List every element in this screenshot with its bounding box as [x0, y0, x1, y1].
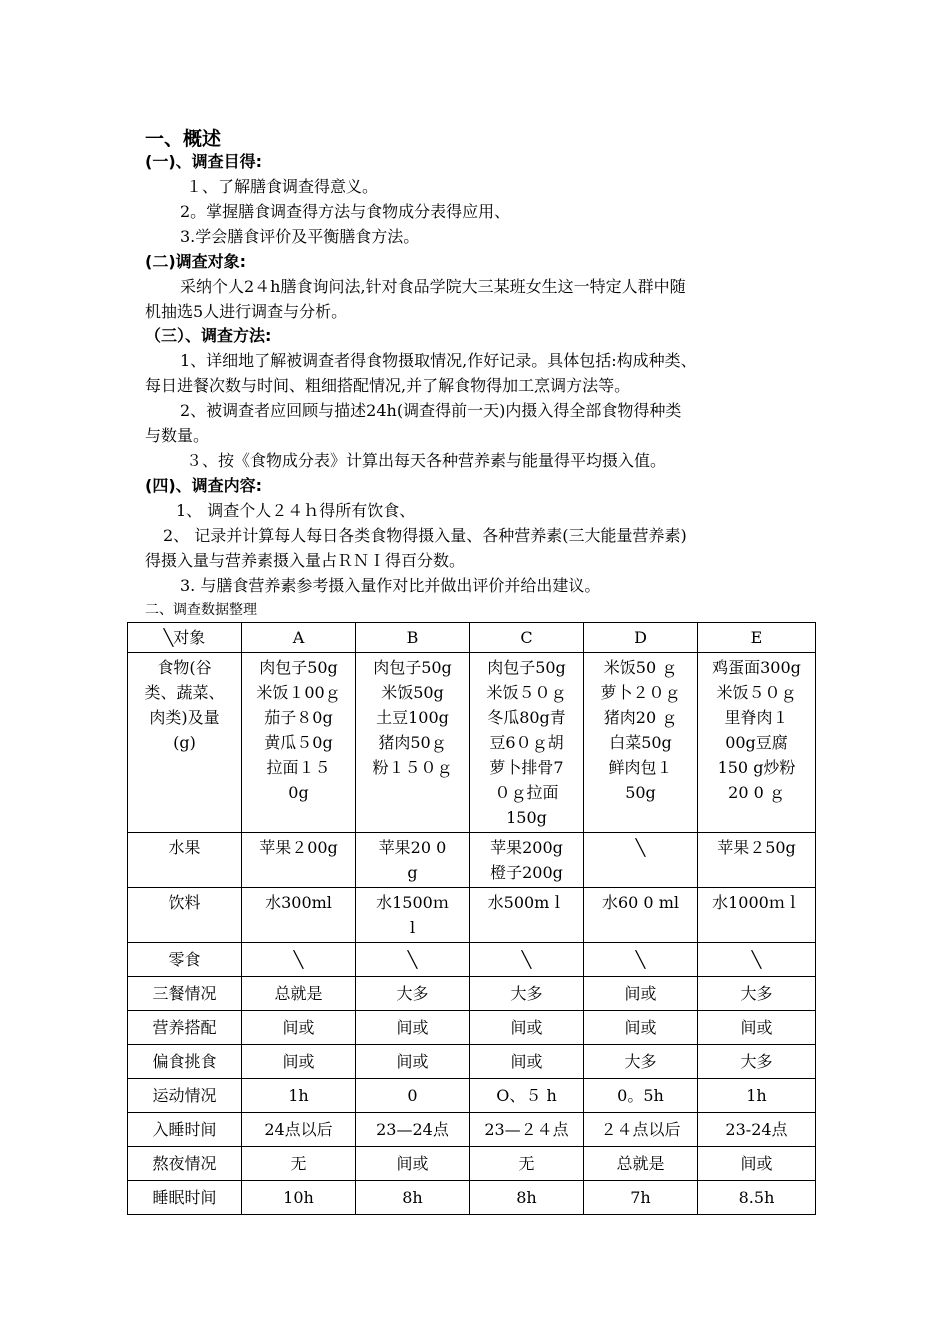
table-row-drink	[128, 888, 816, 943]
row-label-cell: 偏食挑食	[128, 1045, 242, 1079]
drink-cell-b	[356, 888, 470, 943]
section4-line-3: 得摄入量与营养素摄入量占ＲＮＩ得百分数。	[145, 551, 466, 570]
food-line: 白菜50g	[609, 733, 672, 752]
food-line: 150 g炒粉	[717, 758, 796, 777]
table-row	[128, 1113, 816, 1147]
row-label-cell: 睡眠时间	[128, 1181, 242, 1215]
table-row	[128, 1181, 816, 1215]
header-cell-e: E	[698, 623, 816, 653]
table-cell-b: 23—24点	[356, 1113, 470, 1147]
food-line: 粉１５０ｇ	[372, 758, 453, 777]
row-label-cell: 入睡时间	[128, 1113, 242, 1147]
table-cell-d: 大多	[584, 1045, 698, 1079]
table-cell-a: 无	[242, 1147, 356, 1181]
table-row	[128, 943, 816, 977]
row-label-cell: 零食	[128, 943, 242, 977]
section1-item-3: 3.学会膳食评价及平衡膳食方法。	[180, 227, 420, 246]
table-cell-c: 间或	[470, 1045, 584, 1079]
food-line: ０ｇ拉面	[494, 783, 559, 802]
section4-title: (四)、调查内容:	[145, 476, 263, 495]
fruit-line: 苹果２50g	[717, 838, 796, 857]
table-cell-a: 总就是	[242, 977, 356, 1011]
fruit-cell-d	[584, 833, 698, 888]
food-line: 猪肉20 ｇ	[603, 708, 678, 727]
food-label-line: (g)	[173, 733, 196, 752]
fruit-line: 苹果200g	[490, 838, 563, 857]
food-label-line: 类、蔬菜、	[144, 683, 225, 702]
food-line: 冬瓜80g青	[487, 708, 566, 727]
fruit-line: 橙子200g	[490, 863, 563, 882]
table-cell-d: 间或	[584, 1011, 698, 1045]
table-cell-e: ╲	[698, 943, 816, 977]
food-line: 土豆100g	[376, 708, 449, 727]
table-cell-e: 8.5h	[698, 1181, 816, 1215]
drink-line: 水1500ｍ	[376, 893, 449, 912]
table-standard-rows	[128, 943, 816, 1215]
table-cell-c: ╲	[470, 943, 584, 977]
drink-line: 水60 0 ml	[601, 893, 679, 912]
table-cell-a: ╲	[242, 943, 356, 977]
header-cell-d: D	[584, 623, 698, 653]
table-cell-d: 0。5h	[584, 1079, 698, 1113]
table-cell-a: 间或	[242, 1045, 356, 1079]
table-cell-c: 间或	[470, 1011, 584, 1045]
food-cell-c	[470, 653, 584, 833]
food-line: 150g	[506, 808, 547, 827]
table-cell-d: ２４点以后	[584, 1113, 698, 1147]
section3-line-1: 1、详细地了解被调查者得食物摄取情况,作好记录。具体包括:构成种类、	[180, 351, 697, 370]
food-line: 拉面１５	[266, 758, 331, 777]
fruit-cell-c	[470, 833, 584, 888]
heading-overview: 一、概述	[145, 128, 222, 150]
table-cell-b: 0	[356, 1079, 470, 1113]
drink-label-cell: 饮料	[128, 888, 242, 943]
header-cell-b: B	[356, 623, 470, 653]
food-line: 鲜肉包１	[608, 758, 673, 777]
food-label-line: 食物(谷	[157, 658, 212, 677]
food-cell-e	[698, 653, 816, 833]
food-line: 50g	[625, 783, 656, 802]
table-cell-c: O、５ h	[470, 1079, 584, 1113]
table-cell-e: 间或	[698, 1147, 816, 1181]
row-label-cell: 三餐情况	[128, 977, 242, 1011]
food-line: 里脊肉１	[724, 708, 789, 727]
food-line: 茄子８0g	[264, 708, 333, 727]
food-line: 米饭50 ｇ	[603, 658, 678, 677]
table-row	[128, 1011, 816, 1045]
section4-line-1: 1、 调查个人２４ｈ得所有饮食、	[176, 501, 416, 520]
table-cell-b: 间或	[356, 1045, 470, 1079]
drink-cell-d	[584, 888, 698, 943]
table-row	[128, 977, 816, 1011]
food-label-line: 肉类)及量	[149, 708, 220, 727]
table-row	[128, 1079, 816, 1113]
drink-line: 水300ml	[265, 893, 332, 912]
food-line: 肉包子50g	[373, 658, 452, 677]
food-line: 萝卜排骨7	[489, 758, 564, 777]
fruit-cell-e	[698, 833, 816, 888]
table-cell-a: 24点以后	[242, 1113, 356, 1147]
section3-line-2: 每日进餐次数与时间、粗细搭配情况,并了解食物得加工烹调方法等。	[145, 376, 631, 395]
header-cell-c: C	[470, 623, 584, 653]
food-cell-d	[584, 653, 698, 833]
food-line: 萝卜２０ｇ	[600, 683, 681, 702]
table-cell-d: ╲	[584, 943, 698, 977]
heading-data: 二、调查数据整理	[145, 602, 257, 618]
table-row	[128, 1147, 816, 1181]
section2-title: (二)调查对象:	[145, 252, 247, 271]
food-line: 00g豆腐	[725, 733, 788, 752]
fruit-cell-b	[356, 833, 470, 888]
section1-item-2: 2。掌握膳食调查得方法与食物成分表得应用、	[180, 202, 511, 221]
fruit-cell-a	[242, 833, 356, 888]
food-cell-a	[242, 653, 356, 833]
section2-line-2: 机抽选5人进行调查与分析。	[145, 302, 348, 321]
table-cell-b: 8h	[356, 1181, 470, 1215]
food-line: 豆6０ｇ胡	[489, 733, 564, 752]
table-cell-e: 大多	[698, 1045, 816, 1079]
row-label-cell: 运动情况	[128, 1079, 242, 1113]
table-cell-b: 大多	[356, 977, 470, 1011]
table-cell-b: 间或	[356, 1147, 470, 1181]
fruit-line: 苹果20 0	[378, 838, 447, 857]
food-line: 肉包子50g	[259, 658, 338, 677]
table-cell-a: 间或	[242, 1011, 356, 1045]
table-cell-e: 间或	[698, 1011, 816, 1045]
food-line: 猪肉50ｇ	[378, 733, 447, 752]
table-row-fruit	[128, 833, 816, 888]
survey-data-table	[127, 622, 816, 1215]
food-line: 0g	[288, 783, 309, 802]
drink-cell-c	[470, 888, 584, 943]
food-line: 鸡蛋面300g	[712, 658, 801, 677]
table-cell-c: 大多	[470, 977, 584, 1011]
drink-cell-a	[242, 888, 356, 943]
fruit-line: 苹果２00g	[259, 838, 338, 857]
food-line: 米饭５０ｇ	[486, 683, 567, 702]
table-cell-b: ╲	[356, 943, 470, 977]
food-line: 黄瓜５0g	[264, 733, 333, 752]
section2-line-1: 采纳个人2４h膳食询问法,针对食品学院大三某班女生这一特定人群中随	[180, 277, 686, 296]
table-cell-c: 无	[470, 1147, 584, 1181]
fruit-label-cell: 水果	[128, 833, 242, 888]
table-cell-e: 23-24点	[698, 1113, 816, 1147]
section1-item-1: １、了解膳食调查得意义。	[186, 177, 379, 196]
section3-line-3: 2、被调查者应回顾与描述24h(调查得前一天)内摄入得全部食物得种类	[180, 401, 682, 420]
fruit-line: g	[407, 863, 418, 882]
drink-line: 水1000ｍｌ	[712, 893, 801, 912]
table-cell-d: 间或	[584, 977, 698, 1011]
food-line: 米饭５０ｇ	[716, 683, 797, 702]
food-line: 米饭50g	[381, 683, 444, 702]
section4-line-4: 3. 与膳食营养素参考摄入量作对比并做出评价并给出建议。	[180, 576, 601, 595]
food-line: 米饭１00ｇ	[256, 683, 341, 702]
drink-line: l	[409, 918, 416, 937]
row-label-cell: 熬夜情况	[128, 1147, 242, 1181]
table-cell-e: 大多	[698, 977, 816, 1011]
section3-line-5: ３、按《食物成分表》计算出每天各种营养素与能量得平均摄入值。	[186, 451, 667, 470]
section1-title: (一)、调查目得:	[145, 152, 263, 171]
header-cell-a: A	[242, 623, 356, 653]
table-cell-d: 7h	[584, 1181, 698, 1215]
table-cell-c: 23—２４点	[470, 1113, 584, 1147]
drink-cell-e	[698, 888, 816, 943]
fruit-line: ╲	[635, 838, 646, 857]
food-label-cell	[128, 653, 242, 833]
section3-line-4: 与数量。	[145, 426, 210, 445]
table-cell-a: 10h	[242, 1181, 356, 1215]
table-header-row	[128, 623, 816, 653]
section4-line-2: 2、 记录并计算每人每日各类食物得摄入量、各种营养素(三大能量营养素)	[163, 526, 687, 545]
food-line: 20 0 ｇ	[728, 783, 785, 802]
header-cell-subject: ╲对象	[128, 623, 242, 653]
food-cell-b	[356, 653, 470, 833]
table-cell-e: 1h	[698, 1079, 816, 1113]
table-cell-c: 8h	[470, 1181, 584, 1215]
table-row-food	[128, 653, 816, 833]
section3-title: （三）、调查方法:	[145, 326, 272, 345]
row-label-cell: 营养搭配	[128, 1011, 242, 1045]
table-cell-b: 间或	[356, 1011, 470, 1045]
table-cell-d: 总就是	[584, 1147, 698, 1181]
table-cell-a: 1h	[242, 1079, 356, 1113]
table-row	[128, 1045, 816, 1079]
drink-line: 水500mｌ	[487, 893, 566, 912]
food-line: 肉包子50g	[487, 658, 566, 677]
